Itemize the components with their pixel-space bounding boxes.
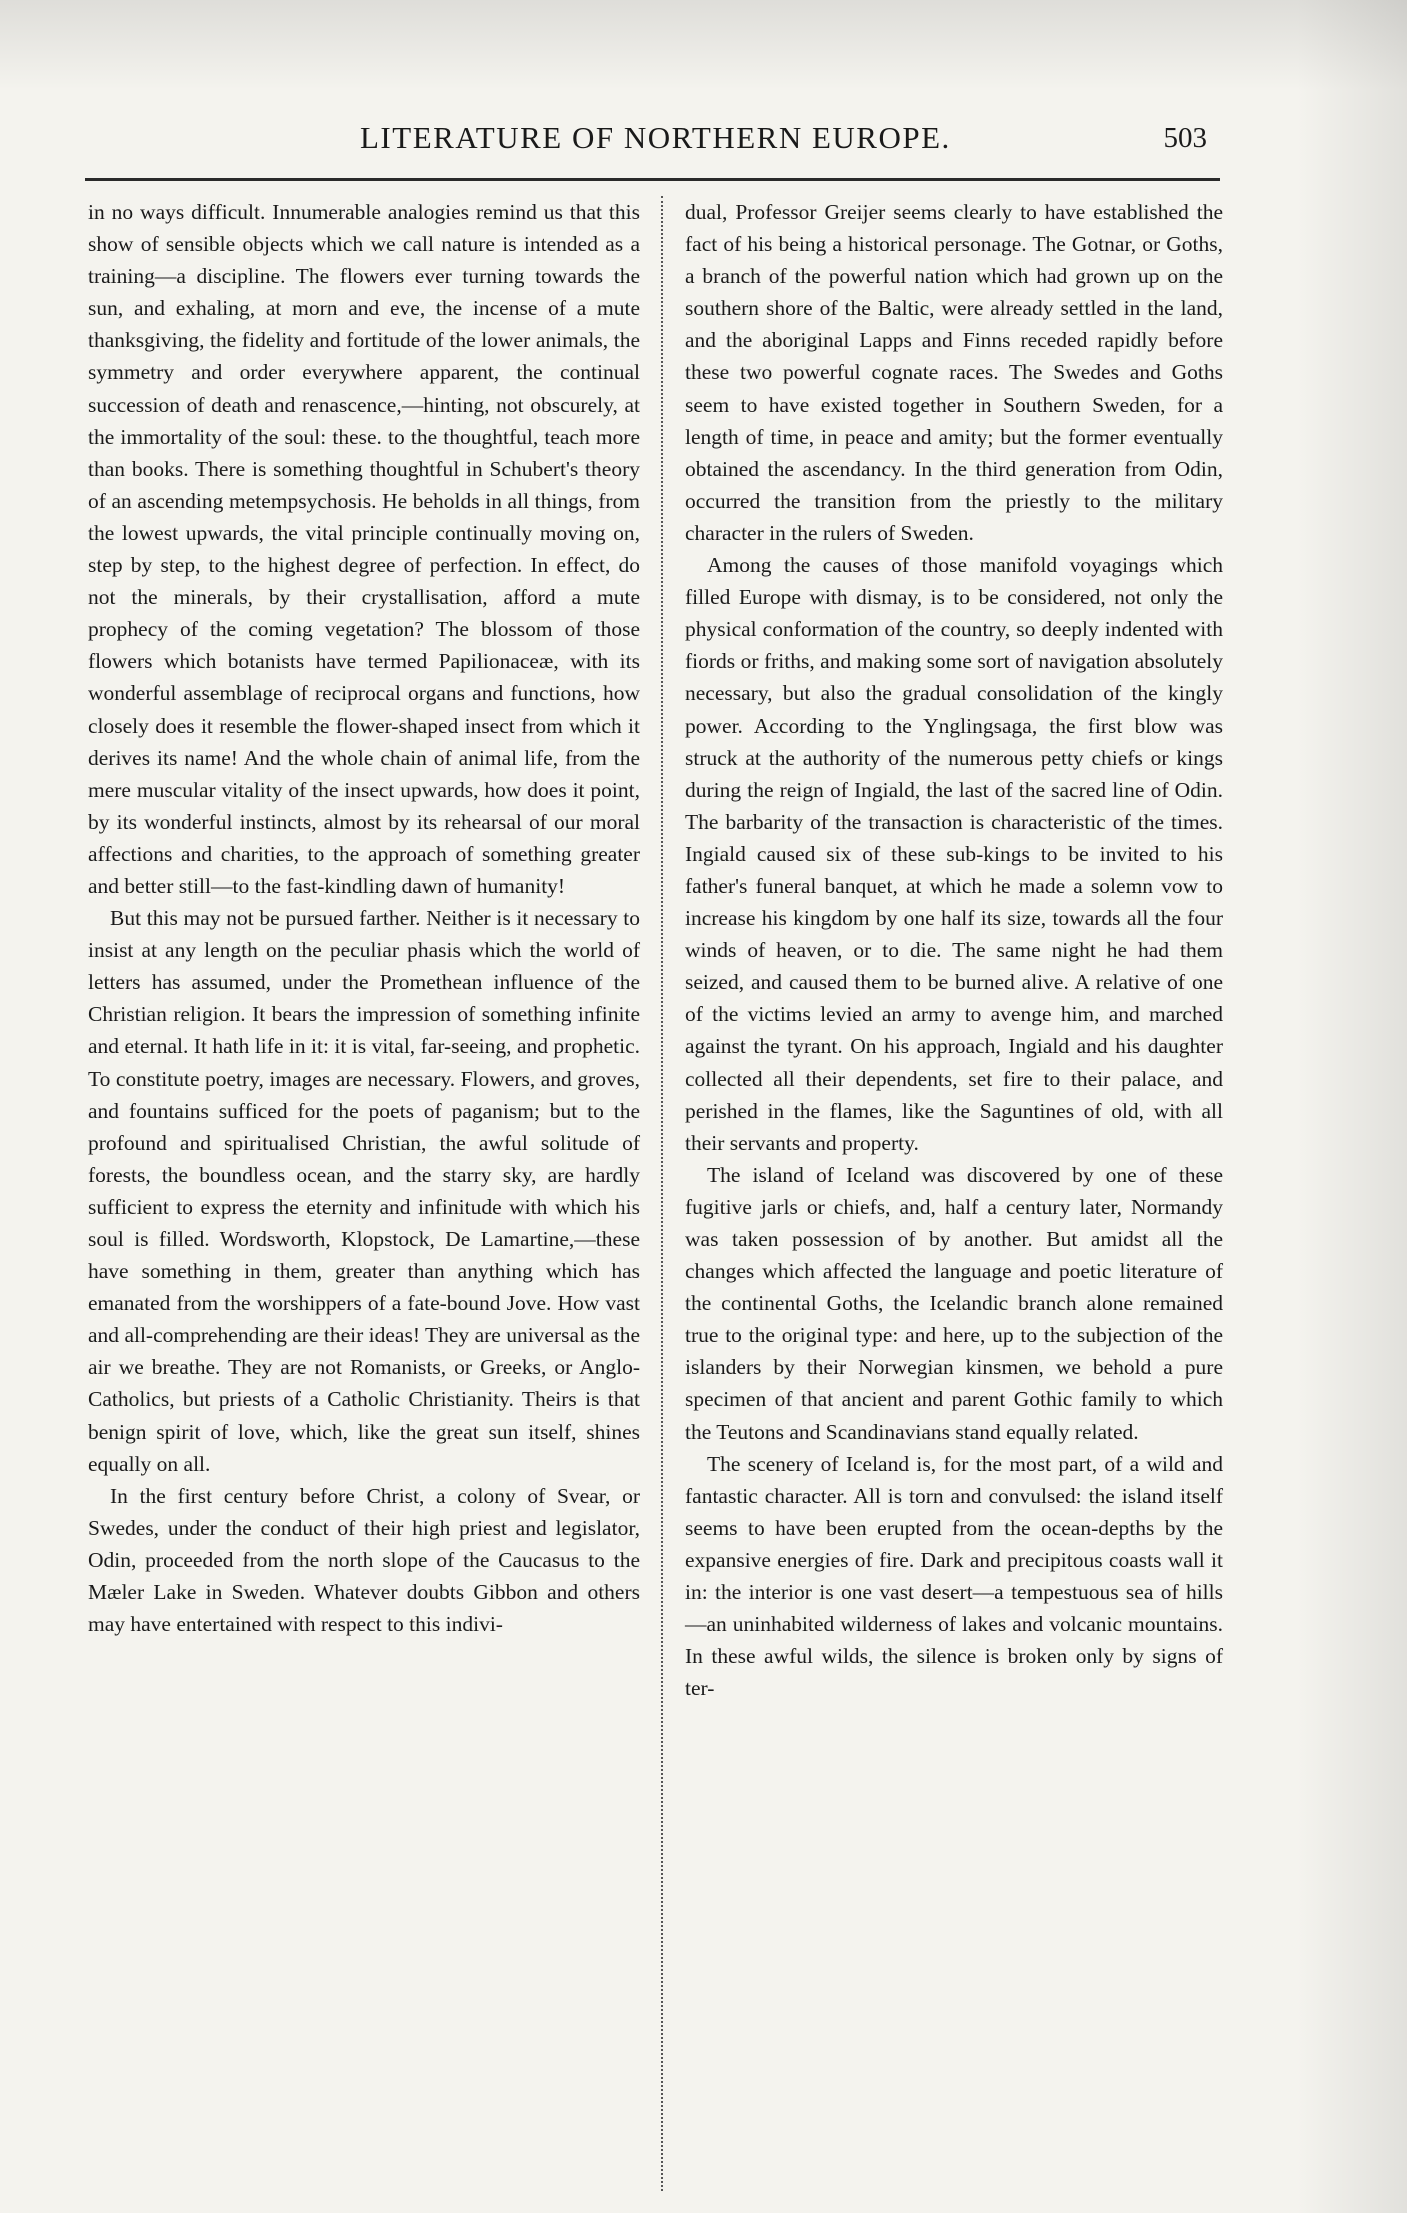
left-column: [88, 196, 640, 1640]
paragraph: But this may not be pursued farther. Neither is it necessary to insist at any length on the peculiar phasis which the world of letters has assumed, under the Promethean influence of the Christian religion. It bears the impression of something infinite and eternal. It hath life in it: it is vital, far-seeing, and prophetic. To constitute poetry, images are necessary. Flowers, and groves, and fountains sufficed for the poets of paganism; but to the profound and spiritualised Christian, the awful solitude of forests, the boundless ocean, and the starry sky, are hardly sufficient to express the eternity and infinitude with which his soul is filled. Wordsworth, Klopstock, De Lamartine,—these have something in them, greater than anything which has emanated from the worshippers of a fate-bound Jove. How vast and all-comprehending are their ideas! They are universal as the air we breathe. They are not Romanists, or Greeks, or Anglo-Catholics, but priests of a Catholic Christianity. Theirs is that benign spirit of love, which, like the great sun itself, shines equally on all.: [88, 906, 640, 1476]
running-title: LITERATURE OF NORTHERN EUROPE.: [360, 120, 951, 155]
paragraph: dual, Professor Greijer seems clearly to have established the fact of his being a historical personage. The Gotnar, or Goths, a branch of the powerful nation which had grown up on the southern shore of the Baltic, were already settled in the land, and the aboriginal Lapps and Finns receded rapidly before these two powerful cognate races. The Swedes and Goths seem to have existed together in Southern Sweden, for a length of time, in peace and amity; but the former eventually obtained the ascendancy. In the third generation from Odin, occurred the transition from the priestly to the military character in the rulers of Sweden.: [685, 200, 1223, 545]
header-rule: [85, 178, 1220, 181]
paragraph: The island of Iceland was discovered by one of these fugitive jarls or chiefs, and, half a century later, Normandy was taken possession of by another. But amidst all the changes which affected the language and poetic literature of the continental Goths, the Icelandic branch alone remained true to the original type: and here, up to the subjection of the islanders by their Norwegian kinsmen, we behold a pure specimen of that ancient and parent Gothic family to which the Teutons and Scandinavians stand equally related.: [685, 1162, 1223, 1444]
paragraph: Among the causes of those manifold voyagings which filled Europe with dismay, is to be considered, not only the physical conformation of the country, so deeply indented with fiords or friths, and making some sort of navigation absolutely necessary, but also the gradual consolidation of the kingly power. According to the Ynglingsaga, the first blow was struck at the authority of the numerous petty chiefs or kings during the reign of Ingiald, the last of the sacred line of Odin. The barbarity of the transaction is characteristic of the times. Ingiald caused six of these sub-kings to be invited to his father's funeral banquet, at which he made a solemn vow to increase his kingdom by one half its size, towards all the four winds of heaven, or to die. The same night he had them seized, and caused them to be burned alive. A relative of one of the victims levied an army to avenge him, and marched against the tyrant. On his approach, Ingiald and his daughter collected all their dependents, set fire to their palace, and perished in the flames, like the Saguntines of old, with all their servants and property.: [685, 553, 1223, 1155]
right-column: [685, 196, 1223, 1704]
page-number: 503: [1163, 122, 1207, 154]
scan-shadow-right: [1297, 0, 1407, 2213]
scan-shadow-top: [0, 0, 1407, 90]
paragraph: in no ways difficult. Innumerable analogies remind us that this show of sensible objects which we call nature is intended as a training—a discipline. The flowers ever turning towards the sun, and exhaling, at morn and eve, the incense of a mute thanksgiving, the fidelity and fortitude of the lower animals, the symmetry and order everywhere apparent, the continual succession of death and renascence,—hinting, not obscurely, at the immortality of the soul: these. to the thoughtful, teach more than books. There is something thoughtful in Schubert's theory of an ascending metempsychosis. He beholds in all things, from the lowest upwards, the vital principle continually moving on, step by step, to the highest degree of perfection. In effect, do not the minerals, by their crystallisation, afford a mute prophecy of the coming vegetation? The blossom of those flowers which botanists have termed Papilionaceæ, with its wonderful assemblage of reciprocal organs and functions, how closely does it resemble the flower-shaped insect from which it derives its name! And the whole chain of animal life, from the mere muscular vitality of the insect upwards, how does it point, by its wonderful instincts, almost by its rehearsal of our moral affections and charities, to the approach of something greater and better still—to the fast-kindling dawn of humanity!: [88, 200, 640, 898]
paragraph: In the first century before Christ, a colony of Svear, or Swedes, under the conduct of their high priest and legislator, Odin, proceeded from the north slope of the Caucasus to the Mæler Lake in Sweden. Whatever doubts Gibbon and others may have entertained with respect to this indivi-: [88, 1483, 640, 1637]
paragraph: The scenery of Iceland is, for the most part, of a wild and fantastic character. All is torn and convulsed: the island itself seems to have been erupted from the ocean-depths by the expansive energies of fire. Dark and precipitous coasts wall it in: the interior is one vast desert—a tempestuous sea of hills—an uninhabited wilderness of lakes and volcanic mountains. In these awful wilds, the silence is broken only by signs of ter-: [685, 1451, 1223, 1701]
running-head: [80, 120, 1207, 160]
column-divider: [661, 196, 663, 2191]
